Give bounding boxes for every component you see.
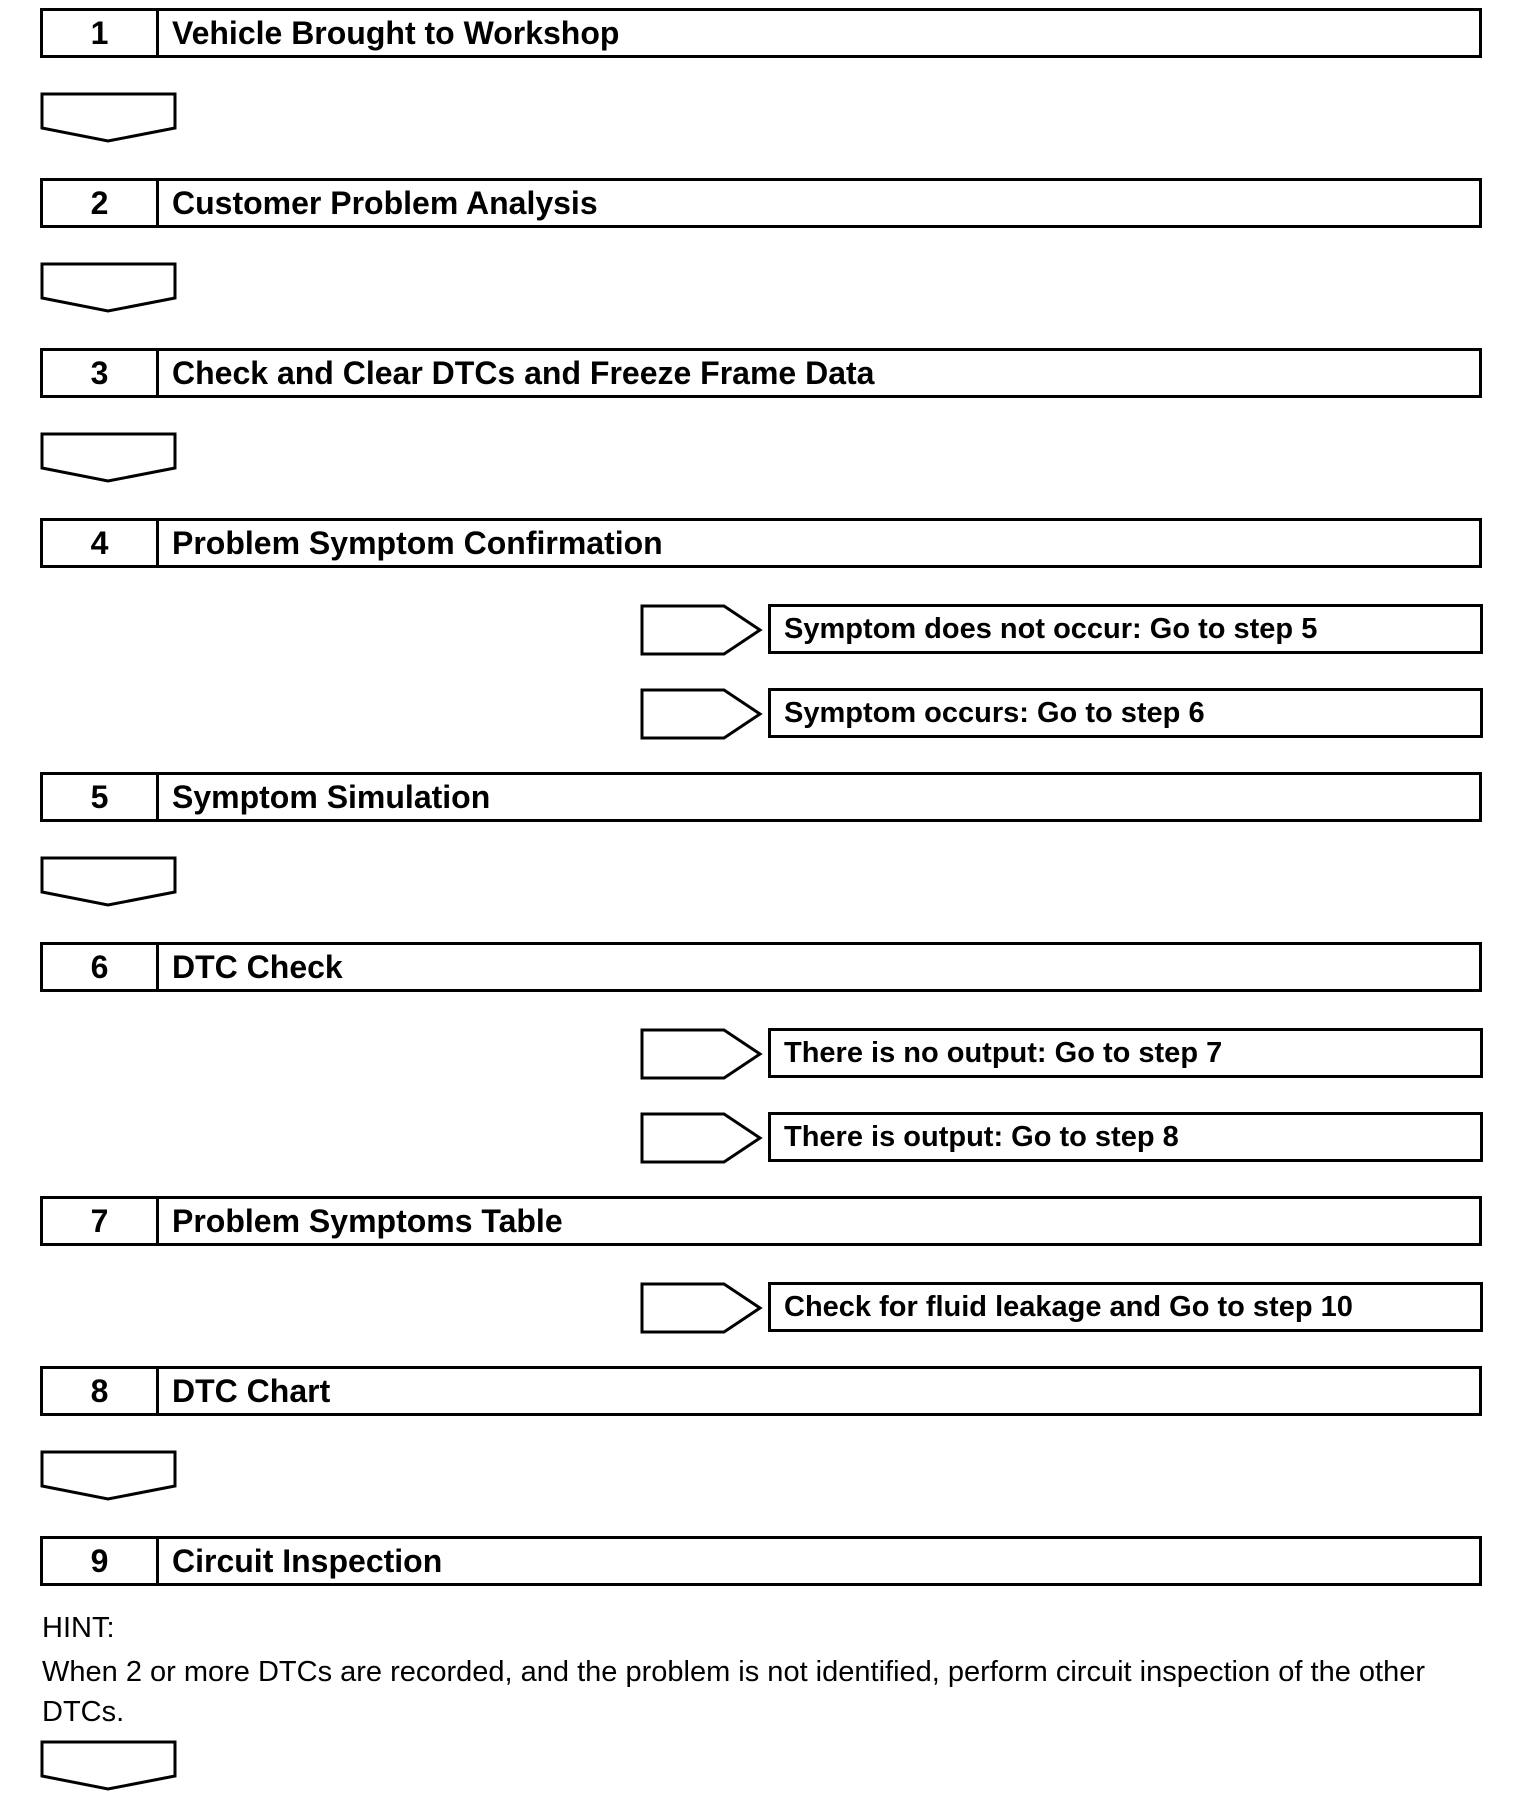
down-arrow-icon <box>40 856 177 908</box>
step-box-6 <box>40 942 1482 992</box>
step-number: 4 <box>43 521 159 565</box>
branch-box: There is no output: Go to step 7 <box>768 1028 1483 1078</box>
step-number: 9 <box>43 1539 159 1583</box>
step-box-3 <box>40 348 1482 398</box>
hint-label: HINT: <box>42 1612 115 1644</box>
step-number: 1 <box>43 11 159 55</box>
step-number: 7 <box>43 1199 159 1243</box>
step-title: Vehicle Brought to Workshop <box>172 14 620 51</box>
step-title: Customer Problem Analysis <box>172 184 598 221</box>
right-arrow-icon <box>640 604 764 656</box>
step-box-9 <box>40 1536 1482 1586</box>
right-arrow-icon <box>640 688 764 740</box>
branch-box: Check for fluid leakage and Go to step 10 <box>768 1282 1483 1332</box>
step-box-1 <box>40 8 1482 58</box>
step-box-2 <box>40 178 1482 228</box>
step-box-5 <box>40 772 1482 822</box>
down-arrow-icon <box>40 92 177 144</box>
right-arrow-icon <box>640 1028 764 1080</box>
down-arrow-icon <box>40 1450 177 1502</box>
step-box-4 <box>40 518 1482 568</box>
step-title: Symptom Simulation <box>172 778 491 815</box>
step-number: 6 <box>43 945 159 989</box>
right-arrow-icon <box>640 1282 764 1334</box>
step-title: DTC Chart <box>172 1372 331 1409</box>
right-arrow-icon <box>640 1112 764 1164</box>
step-box-8 <box>40 1366 1482 1416</box>
step-title: Problem Symptom Confirmation <box>172 524 663 561</box>
step-title: DTC Check <box>172 948 343 985</box>
hint-text: When 2 or more DTCs are recorded, and the problem is not identified, perform circuit inspection of the other DTCs. <box>42 1656 1425 1728</box>
branch-box: There is output: Go to step 8 <box>768 1112 1483 1162</box>
step-box-7 <box>40 1196 1482 1246</box>
step-number: 8 <box>43 1369 159 1413</box>
step-title: Problem Symptoms Table <box>172 1202 563 1239</box>
step-number: 5 <box>43 775 159 819</box>
step-number: 2 <box>43 181 159 225</box>
down-arrow-icon <box>40 262 177 314</box>
step-title: Circuit Inspection <box>172 1542 443 1579</box>
branch-box: Symptom occurs: Go to step 6 <box>768 688 1483 738</box>
step-title: Check and Clear DTCs and Freeze Frame Data <box>172 354 875 391</box>
down-arrow-icon <box>40 432 177 484</box>
down-arrow-icon <box>40 1740 177 1792</box>
branch-box: Symptom does not occur: Go to step 5 <box>768 604 1483 654</box>
step-number: 3 <box>43 351 159 395</box>
